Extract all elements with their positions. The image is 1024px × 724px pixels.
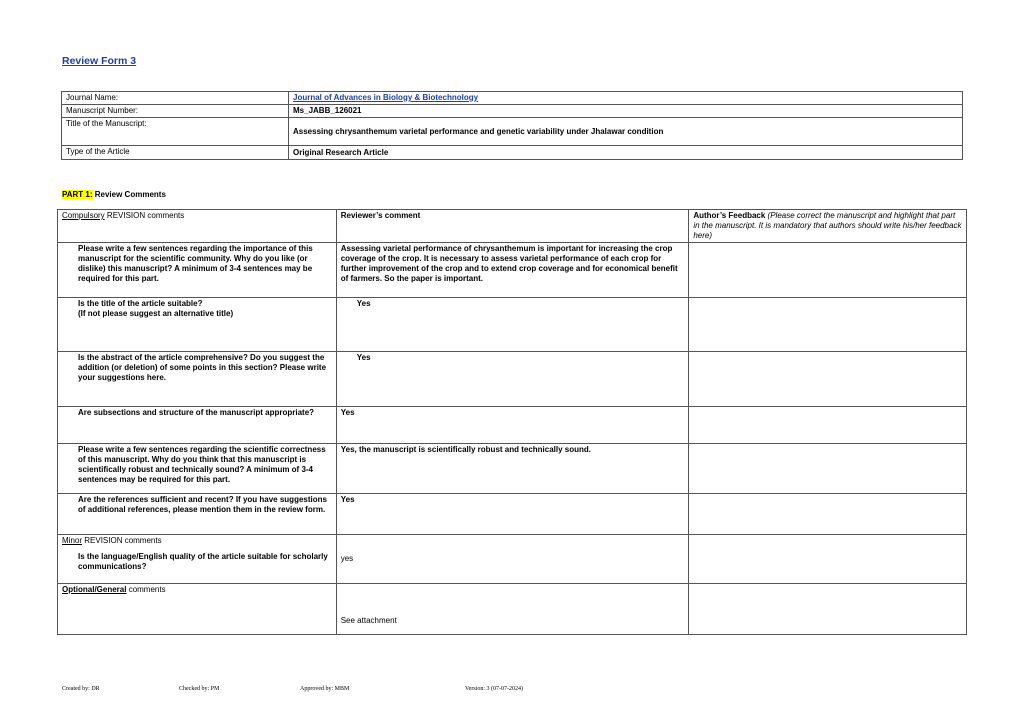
footer-created: Created by: DR <box>62 686 100 692</box>
minor-revision-cell <box>58 535 337 584</box>
part-number: PART 1: <box>62 190 93 199</box>
reviewer-comment-language: yes <box>336 535 689 584</box>
manuscript-number-value: Ms_JABB_126021 <box>289 105 963 118</box>
author-feedback-header: Author’s Feedback (Please correct the manuscript and highlight that part in the manuscript. It is mandatory that authors should write his/her feedback here) <box>689 210 967 243</box>
question-language: Is the language/English quality of the article suitable for scholarly communications? <box>78 552 328 571</box>
journal-link[interactable]: Journal of Advances in Biology & Biotechnology <box>293 93 479 102</box>
author-feedback-references[interactable] <box>689 494 967 535</box>
reviewer-comment-references: Yes <box>336 494 689 535</box>
author-feedback-importance[interactable] <box>689 243 967 298</box>
optional-comments-heading: Optional/General comments <box>58 584 337 635</box>
author-feedback-title[interactable] <box>689 298 967 352</box>
review-comments-table <box>57 209 967 635</box>
question-abstract: Is the abstract of the article comprehensive? Do you suggest the addition (or deletion) of some points in this section? Please write your suggestions here. <box>58 352 337 407</box>
footer-version: Version: 3 (07-07-2024) <box>465 686 523 692</box>
reviewer-comment-structure: Yes <box>336 407 689 444</box>
journal-label: Journal Name: <box>62 92 289 105</box>
minor-revision-heading: Minor REVISION comments <box>62 536 162 545</box>
manuscript-title-value: Assessing chrysanthemum varietal performance and genetic variability under Jhalawar condition <box>289 118 963 146</box>
footer-approved: Approved by: MBM <box>300 686 350 692</box>
compulsory-header: Compulsory REVISION comments <box>58 210 337 243</box>
form-title: Review Form 3 <box>62 55 137 67</box>
reviewer-comment-title: Yes <box>336 298 689 352</box>
reviewer-comment-optional: See attachment <box>336 584 689 635</box>
article-type-label: Type of the Article <box>62 146 289 160</box>
manuscript-title-label: Title of the Manuscript: <box>62 118 289 146</box>
question-importance: Please write a few sentences regarding the importance of this manuscript for the scientific community. Why do you like (or dislike) this manuscript? A minimum of 3-4 sentences may be required for this part. <box>58 243 337 298</box>
author-feedback-structure[interactable] <box>689 407 967 444</box>
part-heading <box>62 190 166 199</box>
author-feedback-abstract[interactable] <box>689 352 967 407</box>
article-type-value: Original Research Article <box>289 146 963 160</box>
question-correctness: Please write a few sentences regarding the scientific correctness of this manuscript. Why do you think that this manuscript is scientifically robust and technically sound? A minimum of 3-4 sentences may be required for this part. <box>58 444 337 494</box>
question-references: Are the references sufficient and recent? If you have suggestions of additional references, please mention them in the review form. <box>58 494 337 535</box>
author-feedback-optional[interactable] <box>689 584 967 635</box>
author-feedback-correctness[interactable] <box>689 444 967 494</box>
question-title: Is the title of the article suitable? (If not please suggest an alternative title) <box>58 298 337 352</box>
part-label: Review Comments <box>92 190 166 199</box>
reviewer-header: Reviewer’s comment <box>336 210 689 243</box>
reviewer-comment-abstract: Yes <box>336 352 689 407</box>
question-structure: Are subsections and structure of the manuscript appropriate? <box>58 407 337 444</box>
footer-checked: Checked by: PM <box>179 686 220 692</box>
manuscript-info-table <box>61 91 963 160</box>
author-feedback-language[interactable] <box>689 535 967 584</box>
reviewer-comment-importance: Assessing varietal performance of chrysanthemum is important for increasing the crop coverage of the crop. It is necessary to assess varietal performance of each crop for further improvement of the crop and to extend crop coverage and for economical benefit of farmers. So the paper is important. <box>336 243 689 298</box>
reviewer-comment-correctness: Yes, the manuscript is scientifically robust and technically sound. <box>336 444 689 494</box>
manuscript-number-label: Manuscript Number: <box>62 105 289 118</box>
